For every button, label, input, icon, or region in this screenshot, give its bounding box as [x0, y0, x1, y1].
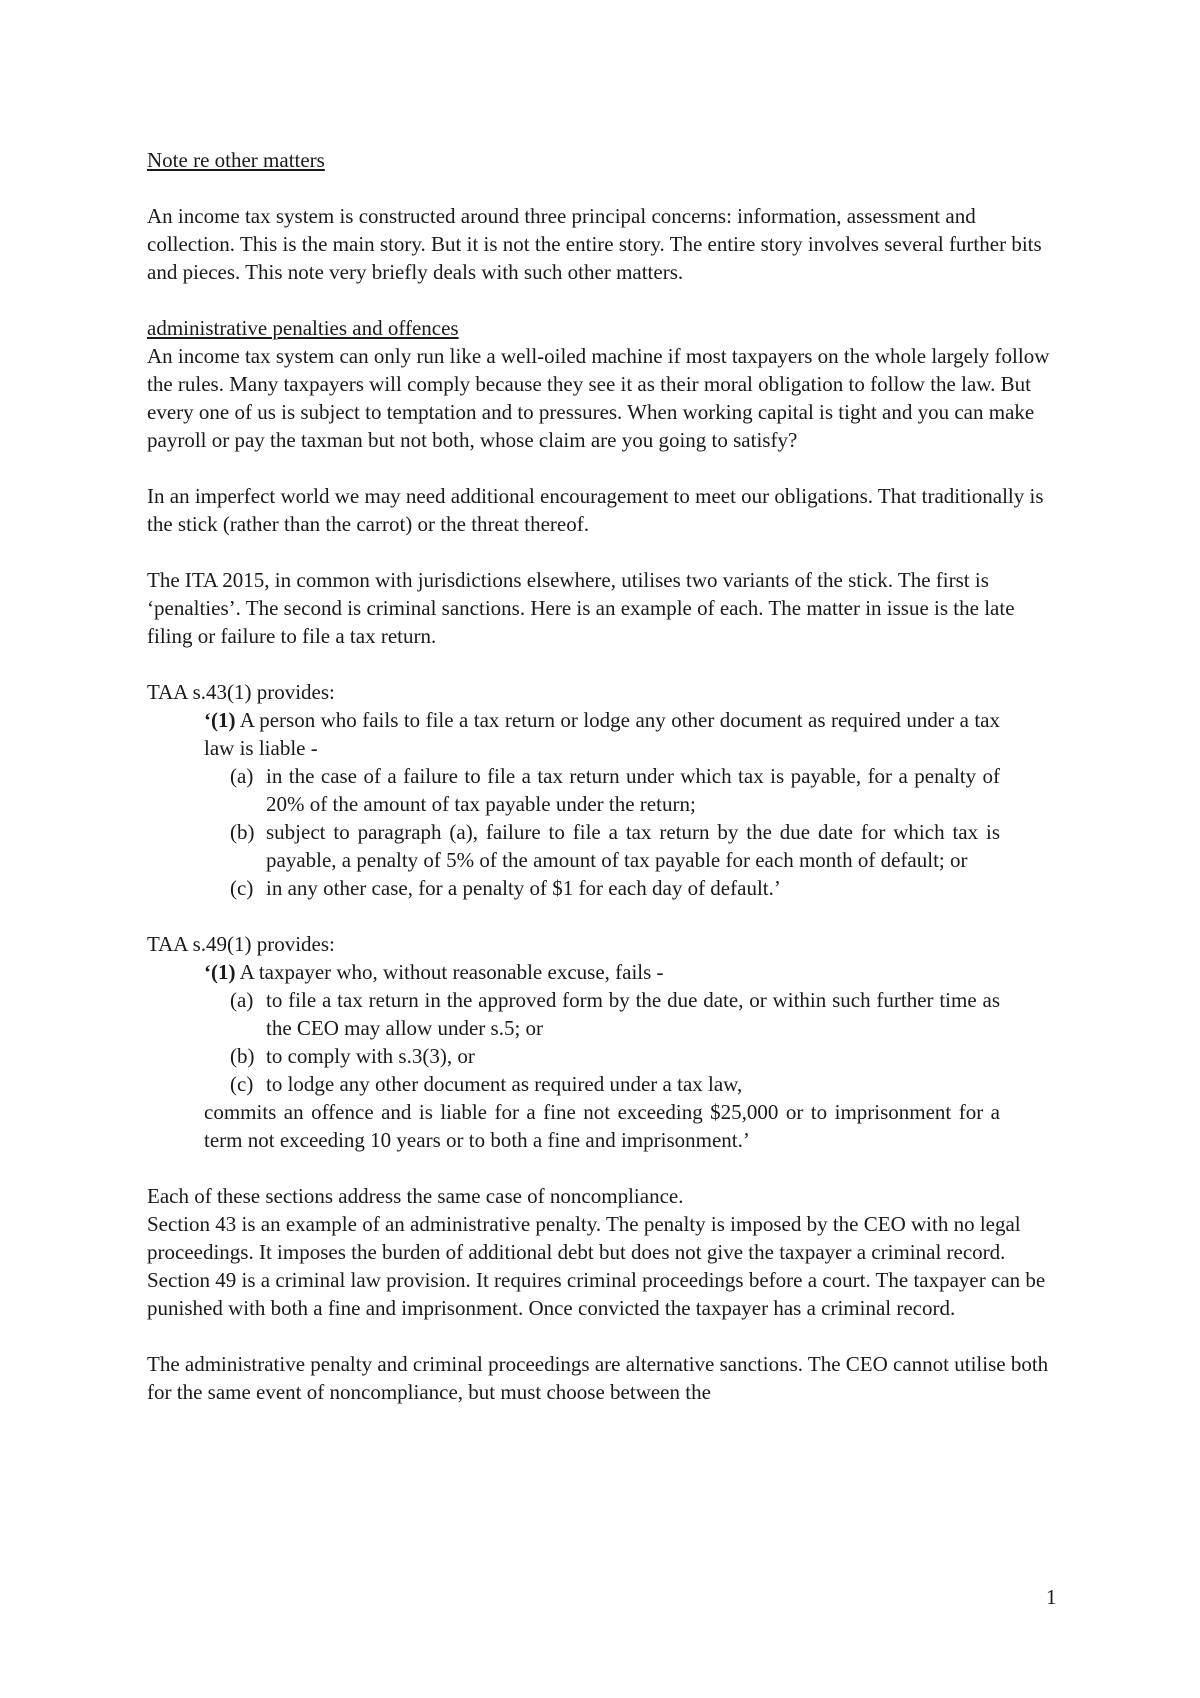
taa43-intro: TAA s.43(1) provides: — [147, 680, 335, 704]
paragraph-same-case: Each of these sections address the same case of noncompliance. — [147, 1184, 684, 1208]
paragraph-compliance: An income tax system can only run like a well-oiled machine if most taxpayers on the whole largely follow the rules. Many taxpayers will comply because they see it as their moral obligation to follow the law. But every one of us is subject to temptation and to pressures. When working capital is tight and you can make payroll or pay the taxman but not both, whose claim are you going to satisfy? — [147, 344, 1050, 452]
paragraph-section-43: Section 43 is an example of an administrative penalty. The penalty is imposed by the CEO with no legal proceedings. It imposes the burden of additional debt but does not give the taxpayer a criminal record. — [147, 1212, 1021, 1264]
taa49-close: commits an offence and is liable for a fine not exceeding $25,000 or to imprisonment for a term not exceeding 10 years or to both a fine and imprisonment.’ — [204, 1100, 1000, 1152]
paragraph-stick-variants: The ITA 2015, in common with jurisdictions elsewhere, utilises two variants of the stick. The first is ‘penalties’. The second is criminal sanctions. Here is an example of each. The matter in issue is the late filing or failure to file a tax return. — [147, 568, 1015, 648]
taa43-item-b: (b) subject to paragraph (a), failure to file a tax return by the due date for which tax is payable, a penalty of 5% of the amount of tax payable for each month of default; or — [230, 820, 1000, 872]
document-title: Note re other matters — [147, 148, 325, 172]
taa43-lead: ‘(1) A person who fails to file a tax return or lodge any other document as required under a tax law is liable - — [204, 708, 1000, 760]
taa49-lead: ‘(1) A taxpayer who, without reasonable excuse, fails - — [204, 960, 664, 984]
taa43-item-a: (a) in the case of a failure to file a tax return under which tax is payable, for a penalty of 20% of the amount of tax payable under the return; — [230, 764, 1000, 816]
paragraph-encouragement: In an imperfect world we may need additional encouragement to meet our obligations. That traditionally is the stick (rather than the carrot) or the threat thereof. — [147, 484, 1044, 536]
taa43-quote — [204, 706, 1000, 902]
taa43-item-c: (c) in any other case, for a penalty of $1 for each day of default.’ — [230, 876, 781, 900]
taa49-item-b: (b) to comply with s.3(3), or — [230, 1044, 475, 1068]
section-heading-penalties: administrative penalties and offences — [147, 316, 459, 340]
paragraph-section-49: Section 49 is a criminal law provision. It requires criminal proceedings before a court. The taxpayer can be punished with both a fine and imprisonment. Once convicted the taxpayer has a criminal record. — [147, 1268, 1046, 1320]
paragraph-alternative-sanctions: The administrative penalty and criminal proceedings are alternative sanctions. The CEO cannot utilise both for the same event of noncompliance, but must choose between the — [147, 1352, 1049, 1404]
intro-paragraph: An income tax system is constructed around three principal concerns: information, assessment and collection. This is the main story. But it is not the entire story. The entire story involves several further bits and pieces. This note very briefly deals with such other matters. — [147, 204, 1042, 284]
taa49-item-a: (a) to file a tax return in the approved form by the due date, or within such further time as the CEO may allow under s.5; or — [230, 988, 1000, 1040]
taa49-item-c: (c) to lodge any other document as required under a tax law, — [230, 1072, 743, 1096]
taa49-intro: TAA s.49(1) provides: — [147, 932, 335, 956]
page-number: 1 — [1046, 1585, 1057, 1609]
document-body — [147, 146, 1052, 1406]
taa49-quote — [204, 958, 1000, 1154]
